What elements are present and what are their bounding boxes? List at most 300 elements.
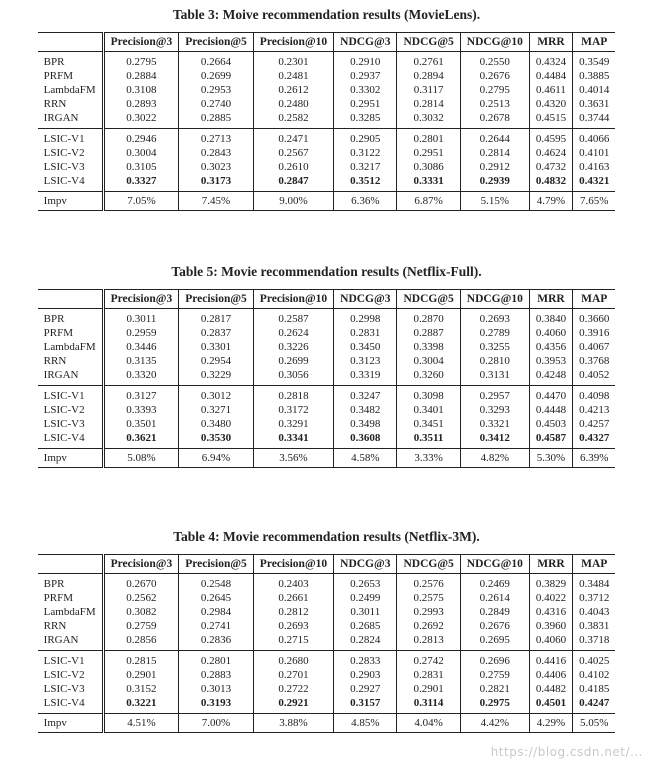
column-header: Precision@5 (179, 555, 254, 574)
table-row (38, 431, 616, 449)
table-row (38, 174, 616, 192)
impv-value: 7.65% (573, 192, 616, 211)
metric-value: 0.3331 (397, 174, 460, 192)
table-row (38, 354, 616, 368)
table-row (38, 368, 616, 386)
metric-value: 0.3229 (179, 368, 254, 386)
table-row (38, 340, 616, 354)
metric-value: 0.2831 (334, 326, 397, 340)
metric-value: 0.2693 (460, 309, 529, 327)
metric-value: 0.3022 (103, 111, 179, 129)
metric-value: 0.3086 (397, 160, 460, 174)
metric-value: 0.3122 (334, 146, 397, 160)
method-name: IRGAN (43, 369, 79, 381)
metric-value: 0.3398 (397, 340, 460, 354)
metric-value: 0.3549 (573, 52, 616, 70)
impv-value: 5.30% (529, 449, 572, 468)
metric-value: 0.4316 (529, 605, 572, 619)
metric-value: 0.4832 (529, 174, 572, 192)
metric-value: 0.2887 (397, 326, 460, 340)
column-header: NDCG@3 (334, 33, 397, 52)
table-row (38, 651, 616, 669)
metric-value: 0.2953 (179, 83, 254, 97)
metric-value: 0.2471 (253, 129, 333, 147)
metric-value: 0.3768 (573, 354, 616, 368)
metric-value: 0.2587 (253, 309, 333, 327)
impv-value: 3.56% (253, 449, 333, 468)
metric-value: 0.2818 (253, 386, 333, 404)
metric-value: 0.2567 (253, 146, 333, 160)
metric-value: 0.2957 (460, 386, 529, 404)
metric-value: 0.3271 (179, 403, 254, 417)
metric-value: 0.3217 (334, 160, 397, 174)
metric-value: 0.2740 (179, 97, 254, 111)
table-row (38, 417, 616, 431)
metric-value: 0.3291 (253, 417, 333, 431)
table-row (38, 97, 616, 111)
metric-value: 0.3012 (179, 386, 254, 404)
method-name: BPR (38, 574, 103, 592)
metric-value: 0.3480 (179, 417, 254, 431)
metric-value: 0.4101 (573, 146, 616, 160)
impv-value: 4.82% (460, 449, 529, 468)
impv-value: 4.04% (397, 714, 460, 733)
metric-value: 0.2951 (334, 97, 397, 111)
table-row (38, 83, 616, 97)
metric-value: 0.2685 (334, 619, 397, 633)
metric-value: 0.3953 (529, 354, 572, 368)
watermark: https://blog.csdn.net/... (490, 745, 643, 759)
metric-value: 0.2722 (253, 682, 333, 696)
metric-value: 0.3484 (573, 574, 616, 592)
metric-value: 0.3744 (573, 111, 616, 129)
method-name: LSIC-V2 (43, 669, 85, 681)
metric-value: 0.3260 (397, 368, 460, 386)
metric-value: 0.3011 (334, 605, 397, 619)
metric-value: 0.3013 (179, 682, 254, 696)
method-name: LSIC-V3 (43, 161, 85, 173)
method-name: LambdaFM (43, 606, 96, 618)
metric-value: 0.3319 (334, 368, 397, 386)
metric-value: 0.3131 (460, 368, 529, 386)
metric-value: 0.2696 (460, 651, 529, 669)
method-name: LSIC-V2 (43, 404, 85, 416)
method-name: LSIC-V4 (43, 175, 85, 187)
metric-value: 0.2903 (334, 668, 397, 682)
metric-value: 0.3135 (103, 354, 179, 368)
metric-value: 0.2301 (253, 52, 333, 70)
metric-value: 0.4067 (573, 340, 616, 354)
metric-value: 0.2814 (460, 146, 529, 160)
metric-value: 0.3172 (253, 403, 333, 417)
metric-value: 0.2975 (460, 696, 529, 714)
improvement-row (38, 192, 616, 211)
metric-value: 0.3712 (573, 591, 616, 605)
metric-value: 0.2815 (103, 651, 179, 669)
method-name: LSIC-V1 (38, 651, 103, 669)
metric-value: 0.3285 (334, 111, 397, 129)
metric-value: 0.4611 (529, 83, 572, 97)
metric-value: 0.2959 (103, 326, 179, 340)
metric-value: 0.3718 (573, 633, 616, 651)
impv-value: 6.87% (397, 192, 460, 211)
column-header: Precision@3 (103, 290, 179, 309)
metric-value: 0.4102 (573, 668, 616, 682)
metric-value: 0.2562 (103, 591, 179, 605)
metric-value: 0.2813 (397, 633, 460, 651)
metric-value: 0.3530 (179, 431, 254, 449)
metric-value: 0.2678 (460, 111, 529, 129)
metric-value: 0.2817 (179, 309, 254, 327)
metric-value: 0.4060 (529, 326, 572, 340)
metric-value: 0.4587 (529, 431, 572, 449)
metric-value: 0.2870 (397, 309, 460, 327)
table-row (38, 326, 616, 340)
table-row (38, 605, 616, 619)
metric-value: 0.2801 (179, 651, 254, 669)
metric-value: 0.4732 (529, 160, 572, 174)
metric-value: 0.4356 (529, 340, 572, 354)
metric-value: 0.2699 (253, 354, 333, 368)
metric-value: 0.3393 (103, 403, 179, 417)
metric-value: 0.2884 (103, 69, 179, 83)
column-header: NDCG@5 (397, 555, 460, 574)
metric-value: 0.4025 (573, 651, 616, 669)
results-table (38, 289, 616, 468)
table-row (38, 52, 616, 70)
metric-value: 0.2661 (253, 591, 333, 605)
method-name: LSIC-V3 (43, 418, 85, 430)
metric-value: 0.4470 (529, 386, 572, 404)
column-header: MAP (573, 290, 616, 309)
metric-value: 0.2893 (103, 97, 179, 111)
metric-value: 0.3247 (334, 386, 397, 404)
impv-value: 7.05% (103, 192, 179, 211)
impv-value: 4.42% (460, 714, 529, 733)
metric-value: 0.4163 (573, 160, 616, 174)
metric-value: 0.2610 (253, 160, 333, 174)
metric-value: 0.3004 (103, 146, 179, 160)
method-name: IRGAN (43, 634, 79, 646)
metric-value: 0.2901 (103, 668, 179, 682)
metric-value: 0.2905 (334, 129, 397, 147)
column-header (38, 555, 103, 574)
metric-value: 0.3023 (179, 160, 254, 174)
metric-value: 0.2670 (103, 574, 179, 592)
metric-value: 0.3840 (529, 309, 572, 327)
metric-value: 0.2550 (460, 52, 529, 70)
metric-value: 0.3117 (397, 83, 460, 97)
results-table (38, 554, 616, 733)
metric-value: 0.2812 (253, 605, 333, 619)
method-name: LSIC-V1 (38, 386, 103, 404)
column-header: Precision@5 (179, 290, 254, 309)
metric-value: 0.2575 (397, 591, 460, 605)
method-name: RRN (43, 355, 67, 367)
metric-value: 0.2847 (253, 174, 333, 192)
metric-value: 0.4066 (573, 129, 616, 147)
metric-value: 0.4327 (573, 431, 616, 449)
metric-value: 0.4052 (573, 368, 616, 386)
impv-value: 4.58% (334, 449, 397, 468)
metric-value: 0.4321 (573, 174, 616, 192)
metric-value: 0.2824 (334, 633, 397, 651)
metric-value: 0.2993 (397, 605, 460, 619)
metric-value: 0.3127 (103, 386, 179, 404)
table-row (38, 386, 616, 404)
table-row (38, 633, 616, 651)
metric-value: 0.3498 (334, 417, 397, 431)
metric-value: 0.3152 (103, 682, 179, 696)
metric-value: 0.2481 (253, 69, 333, 83)
column-header: NDCG@10 (460, 33, 529, 52)
table-caption: Table 5: Movie recommendation results (Netflix-Full). (171, 264, 482, 279)
metric-value: 0.2548 (179, 574, 254, 592)
metric-value: 0.2954 (179, 354, 254, 368)
column-header: MRR (529, 33, 572, 52)
metric-value: 0.2951 (397, 146, 460, 160)
metric-value: 0.3631 (573, 97, 616, 111)
metric-value: 0.2576 (397, 574, 460, 592)
metric-value: 0.2692 (397, 619, 460, 633)
metric-value: 0.4448 (529, 403, 572, 417)
metric-value: 0.3831 (573, 619, 616, 633)
column-header: Precision@10 (253, 33, 333, 52)
metric-value: 0.3011 (103, 309, 179, 327)
table-4-block (0, 528, 653, 733)
metric-value: 0.2676 (460, 619, 529, 633)
impv-label: Impv (38, 449, 103, 468)
metric-value: 0.2742 (397, 651, 460, 669)
metric-value: 0.3114 (397, 696, 460, 714)
metric-value: 0.3123 (334, 354, 397, 368)
metric-value: 0.3501 (103, 417, 179, 431)
impv-value: 5.08% (103, 449, 179, 468)
metric-value: 0.4213 (573, 403, 616, 417)
metric-value: 0.2624 (253, 326, 333, 340)
metric-value: 0.3341 (253, 431, 333, 449)
metric-value: 0.2480 (253, 97, 333, 111)
metric-value: 0.3108 (103, 83, 179, 97)
metric-value: 0.3916 (573, 326, 616, 340)
metric-value: 0.4406 (529, 668, 572, 682)
column-header: MAP (573, 33, 616, 52)
column-header: Precision@5 (179, 33, 254, 52)
metric-value: 0.2695 (460, 633, 529, 651)
impv-value: 6.39% (573, 449, 616, 468)
impv-value: 6.94% (179, 449, 254, 468)
table-row (38, 403, 616, 417)
metric-value: 0.2821 (460, 682, 529, 696)
column-header: NDCG@10 (460, 290, 529, 309)
metric-value: 0.2814 (397, 97, 460, 111)
metric-value: 0.4515 (529, 111, 572, 129)
metric-value: 0.3226 (253, 340, 333, 354)
column-header: Precision@3 (103, 33, 179, 52)
metric-value: 0.4416 (529, 651, 572, 669)
metric-value: 0.3301 (179, 340, 254, 354)
metric-value: 0.4060 (529, 633, 572, 651)
table-row (38, 668, 616, 682)
column-header: Precision@10 (253, 555, 333, 574)
metric-value: 0.2795 (103, 52, 179, 70)
method-name: BPR (38, 52, 103, 70)
metric-value: 0.3450 (334, 340, 397, 354)
metric-value: 0.3157 (334, 696, 397, 714)
metric-value: 0.3173 (179, 174, 254, 192)
metric-value: 0.4503 (529, 417, 572, 431)
metric-value: 0.3105 (103, 160, 179, 174)
impv-value: 4.51% (103, 714, 179, 733)
impv-value: 4.85% (334, 714, 397, 733)
impv-value: 4.29% (529, 714, 572, 733)
metric-value: 0.3885 (573, 69, 616, 83)
column-header: MAP (573, 555, 616, 574)
metric-value: 0.2614 (460, 591, 529, 605)
metric-value: 0.2612 (253, 83, 333, 97)
method-name: RRN (43, 620, 67, 632)
method-name: LSIC-V4 (43, 432, 85, 444)
method-name: LSIC-V4 (43, 697, 85, 709)
metric-value: 0.2680 (253, 651, 333, 669)
metric-value: 0.2701 (253, 668, 333, 682)
metric-value: 0.2759 (103, 619, 179, 633)
metric-value: 0.3512 (334, 174, 397, 192)
metric-value: 0.4484 (529, 69, 572, 83)
column-header: NDCG@10 (460, 555, 529, 574)
metric-value: 0.2664 (179, 52, 254, 70)
impv-label: Impv (38, 714, 103, 733)
improvement-row (38, 449, 616, 468)
table-caption: Table 3: Moive recommendation results (MovieLens). (172, 7, 481, 22)
metric-value: 0.4022 (529, 591, 572, 605)
metric-value: 0.4043 (573, 605, 616, 619)
metric-value: 0.2469 (460, 574, 529, 592)
table-5-block (0, 263, 653, 468)
metric-value: 0.2644 (460, 129, 529, 147)
method-name: PRFM (43, 592, 74, 604)
metric-value: 0.3960 (529, 619, 572, 633)
metric-value: 0.3621 (103, 431, 179, 449)
impv-value: 5.15% (460, 192, 529, 211)
table-row (38, 160, 616, 174)
column-header (38, 290, 103, 309)
column-header: MRR (529, 290, 572, 309)
table-row (38, 619, 616, 633)
metric-value: 0.2795 (460, 83, 529, 97)
metric-value: 0.4595 (529, 129, 572, 147)
table-row (38, 111, 616, 129)
metric-value: 0.2921 (253, 696, 333, 714)
metric-value: 0.3451 (397, 417, 460, 431)
metric-value: 0.3032 (397, 111, 460, 129)
metric-value: 0.2843 (179, 146, 254, 160)
table-row (38, 146, 616, 160)
metric-value: 0.2856 (103, 633, 179, 651)
method-name: PRFM (43, 327, 74, 339)
column-header: NDCG@3 (334, 290, 397, 309)
metric-value: 0.4501 (529, 696, 572, 714)
method-name: LSIC-V2 (43, 147, 85, 159)
metric-value: 0.2715 (253, 633, 333, 651)
impv-value: 4.79% (529, 192, 572, 211)
metric-value: 0.2946 (103, 129, 179, 147)
metric-value: 0.2912 (460, 160, 529, 174)
method-name: RRN (43, 98, 67, 110)
metric-value: 0.2645 (179, 591, 254, 605)
impv-value: 3.88% (253, 714, 333, 733)
metric-value: 0.2885 (179, 111, 254, 129)
metric-value: 0.3608 (334, 431, 397, 449)
metric-value: 0.2676 (460, 69, 529, 83)
metric-value: 0.3004 (397, 354, 460, 368)
metric-value: 0.2693 (253, 619, 333, 633)
metric-value: 0.2831 (397, 668, 460, 682)
column-header: Precision@3 (103, 555, 179, 574)
metric-value: 0.3056 (253, 368, 333, 386)
metric-value: 0.4324 (529, 52, 572, 70)
impv-value: 7.00% (179, 714, 254, 733)
metric-value: 0.2836 (179, 633, 254, 651)
metric-value: 0.2998 (334, 309, 397, 327)
table-row (38, 574, 616, 592)
table-row (38, 696, 616, 714)
impv-label: Impv (38, 192, 103, 211)
metric-value: 0.2513 (460, 97, 529, 111)
table-row (38, 309, 616, 327)
metric-value: 0.4014 (573, 83, 616, 97)
method-name: LSIC-V3 (43, 683, 85, 695)
column-header: Precision@10 (253, 290, 333, 309)
impv-value: 3.33% (397, 449, 460, 468)
metric-value: 0.3302 (334, 83, 397, 97)
method-name: PRFM (43, 70, 74, 82)
metric-value: 0.2761 (397, 52, 460, 70)
metric-value: 0.2927 (334, 682, 397, 696)
method-name: LSIC-V1 (38, 129, 103, 147)
metric-value: 0.3446 (103, 340, 179, 354)
column-header: NDCG@5 (397, 33, 460, 52)
metric-value: 0.2759 (460, 668, 529, 682)
method-name: LambdaFM (43, 84, 96, 96)
column-header: MRR (529, 555, 572, 574)
metric-value: 0.2883 (179, 668, 254, 682)
metric-value: 0.2403 (253, 574, 333, 592)
table-row (38, 129, 616, 147)
table-caption: Table 4: Movie recommendation results (Netflix-3M). (173, 529, 480, 544)
metric-value: 0.2699 (179, 69, 254, 83)
metric-value: 0.2984 (179, 605, 254, 619)
metric-value: 0.4248 (529, 368, 572, 386)
impv-value: 9.00% (253, 192, 333, 211)
metric-value: 0.2837 (179, 326, 254, 340)
column-header (38, 33, 103, 52)
metric-value: 0.3321 (460, 417, 529, 431)
results-table (38, 32, 616, 211)
table-3-block (0, 6, 653, 211)
metric-value: 0.3482 (334, 403, 397, 417)
table-row (38, 69, 616, 83)
metric-value: 0.3511 (397, 431, 460, 449)
metric-value: 0.4320 (529, 97, 572, 111)
impv-value: 6.36% (334, 192, 397, 211)
metric-value: 0.2653 (334, 574, 397, 592)
metric-value: 0.3829 (529, 574, 572, 592)
metric-value: 0.2894 (397, 69, 460, 83)
metric-value: 0.2741 (179, 619, 254, 633)
metric-value: 0.3412 (460, 431, 529, 449)
method-name: LambdaFM (43, 341, 96, 353)
